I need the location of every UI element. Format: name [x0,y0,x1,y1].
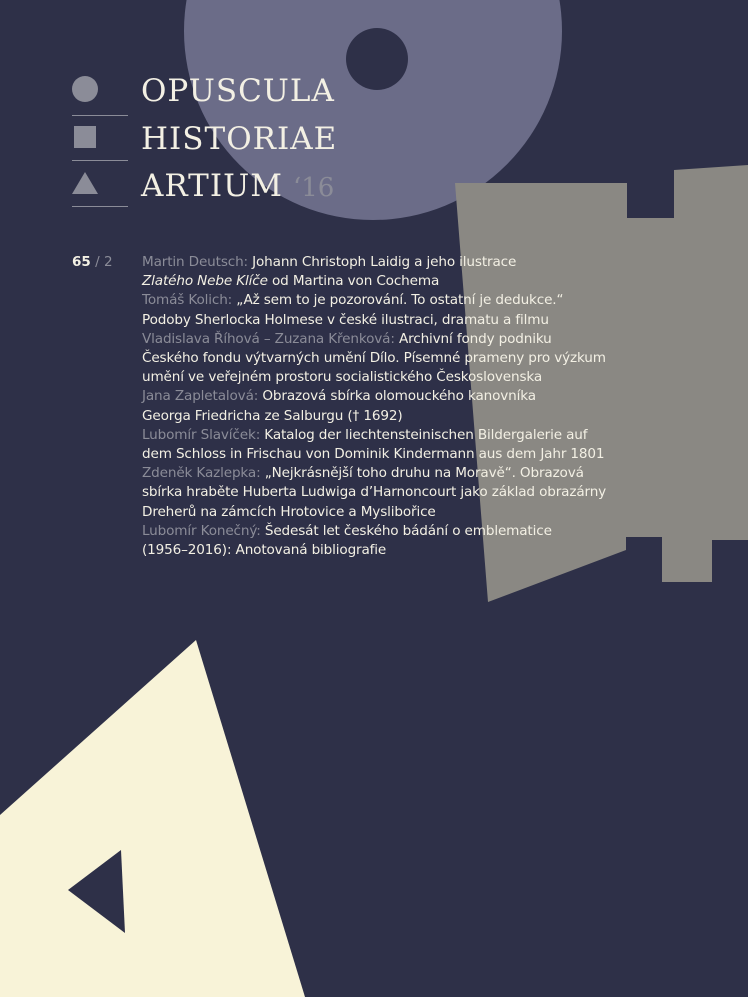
title-artium-word: ARTIUM [141,168,283,204]
toc-title-text: Českého fondu výtvarných umění Dílo. Písemné prameny pro výzkum [142,350,606,367]
toc-title: „Nejkrásnější toho druhu na Moravě“. Obrazová [260,465,584,482]
toc-title: Katalog der liechtensteinischen Bildergalerie auf [260,426,588,443]
title-year: ‘16 [292,173,335,203]
toc-author: Martin Deutsch: [142,254,248,270]
toc-title-text: Dreherů na zámcích Hrotovice a Myslibořice [142,503,436,520]
toc-title: Archivní fondy podniku [394,330,552,347]
toc-author: Tomáš Kolich: [142,292,233,309]
title-historiae: HISTORIAE [141,121,338,157]
toc-author: Zdeněk Kazlepka: [142,465,261,482]
toc-title-text: Podoby Sherlocka Holmese v české ilustraci, dramatu a filmu [142,311,549,328]
toc-author: Lubomír Slavíček: [142,426,261,443]
toc-author: Jana Zapletalová: [142,388,259,405]
toc-title-text: sbírka hraběte Huberta Ludwiga d’Harnoncourt jako základ obrazárny [142,484,607,501]
toc-title: Johann Christoph Laidig a jeho ilustrace [247,254,517,270]
title-opuscula: OPUSCULA [141,73,335,109]
toc-title: Obrazová sbírka olomouckého kanovníka [258,388,536,405]
toc-title: „Až sem to je pozorování. To ostatní je dedukce.“ [232,292,564,309]
toc-author: Lubomír Konečný: [142,522,261,539]
issue-sep: / [90,254,104,270]
toc-title-italic: Zlatého Nebe Klíče [142,273,268,290]
toc-title-text: Georga Friedricha ze Salburgu († 1692) [142,407,403,424]
toc-title-text: od Martina von Cochema [267,273,440,290]
toc-title-text: (1956–2016): Anotovaná bibliografie [142,542,387,559]
toc-title: Šedesát let českého bádání o emblematice [260,522,552,539]
toc-author: Vladislava Říhová – Zuzana Křenková: [142,330,395,347]
issue-volume: 65 [72,254,91,270]
issue-num: 2 [103,254,113,270]
toc-title-text: umění ve veřejném prostoru socialistického Československa [142,369,543,386]
toc-title-text: dem Schloss in Frischau von Dominik Kindermann aus dem Jahr 1801 [142,446,605,463]
